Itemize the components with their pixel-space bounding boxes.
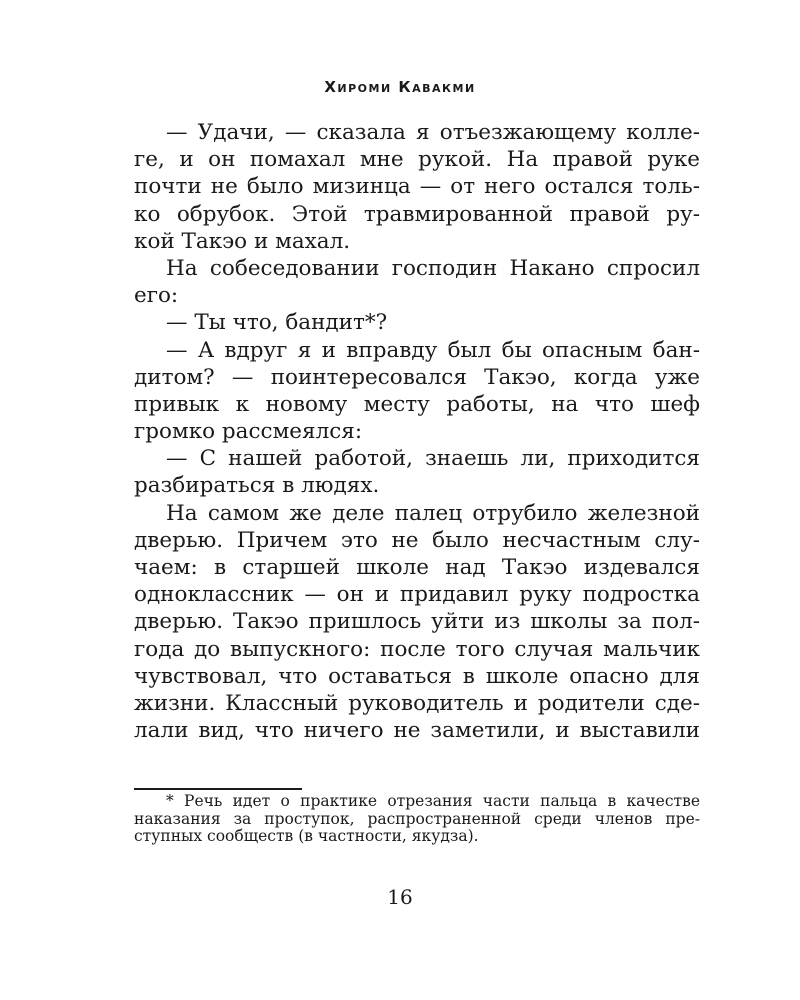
body-text	[134, 119, 700, 744]
text-line: жизни. Классный руководитель и родители сде-	[134, 690, 700, 716]
running-header: Хироми Кавакми	[324, 78, 476, 96]
text-line: одноклассник — он и придавил руку подростка	[134, 582, 700, 608]
text-line: почти не было мизинца — от него остался толь-	[134, 174, 700, 200]
text-line: чувствовал, что оставаться в школе опасно для	[134, 663, 700, 689]
text-line: ге, и он помахал мне рукой. На правой руке	[134, 147, 700, 173]
text-line: — Удачи, — сказала я отъезжающему колле-	[166, 120, 700, 145]
text-line: дверью. Причем это не было несчастным слу-	[134, 527, 700, 553]
footnote-line: ступных сообществ (в частности, якудза).	[134, 827, 479, 845]
text-line: ко обрубок. Этой травмированной правой ру-	[134, 201, 700, 227]
text-line: разбираться в людях.	[134, 473, 380, 499]
text-line: привык к новому месту работы, на что шеф	[134, 391, 700, 417]
page-number: 16	[387, 885, 413, 909]
footnote-line: наказания за проступок, распространенной среди членов пре-	[134, 809, 700, 828]
text-line: На собеседовании господин Накано спросил	[166, 255, 700, 281]
text-line: кой Такэо и махал.	[134, 228, 351, 254]
text-line: дитом? — поинтересовался Такэо, когда уже	[134, 364, 700, 390]
text-line: громко рассмеялся:	[134, 419, 363, 445]
footnote-line: * Речь идет о практике отрезания части пальца в качестве	[166, 792, 700, 810]
text-line: — С нашей работой, знаешь ли, приходится	[166, 446, 700, 472]
text-line: На самом же деле палец отрубило железной	[166, 500, 700, 526]
text-line: дверью. Такэо пришлось уйти из школы за пол-	[134, 609, 700, 635]
text-line: — Ты что, бандит*?	[166, 310, 388, 336]
text-line: его:	[134, 283, 179, 309]
footnote	[134, 793, 700, 846]
text-line: чаем: в старшей школе над Такэо издевался	[134, 555, 700, 580]
text-line: года до выпускного: после того случая мальчик	[134, 636, 700, 662]
text-line: — А вдруг я и вправду был бы опасным бан-	[166, 337, 700, 363]
footnote-divider	[134, 788, 302, 790]
text-line: лали вид, что ничего не заметили, и выставили	[134, 718, 700, 744]
